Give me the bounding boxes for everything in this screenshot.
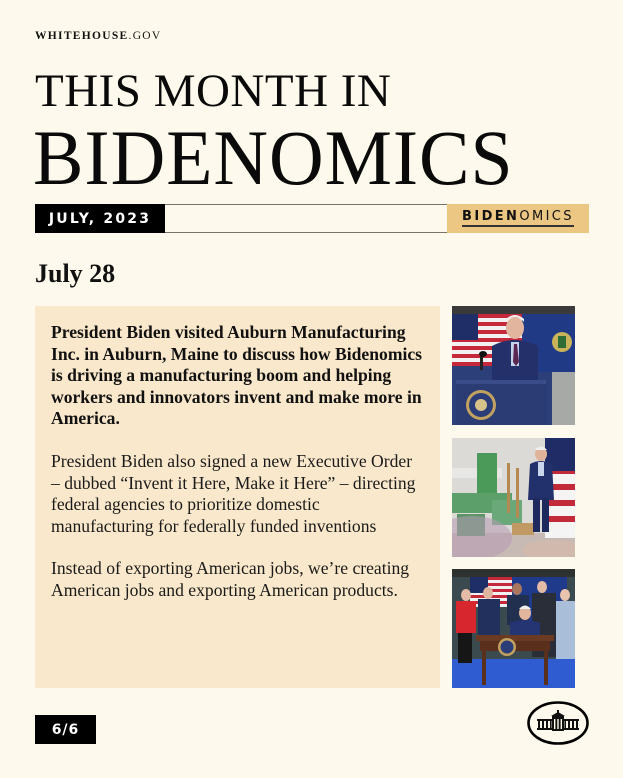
- brand-badge-bold: BIDEN: [462, 209, 520, 224]
- photo-podium-speech: [452, 306, 575, 425]
- white-house-logo-icon: [526, 700, 590, 746]
- site-url: [35, 30, 162, 42]
- title-line-2: BIDENOMICS: [33, 114, 514, 201]
- brand-badge-light: OMICS: [519, 209, 574, 224]
- entry-paragraph: President Biden also signed a new Executive Order – dubbed “Invent it Here, Make it Here” – directing federal agencies to prioritize domestic manufacturing for federally funded inventions: [51, 450, 416, 536]
- photo-signing-image: [452, 569, 575, 688]
- entry-lead-paragraph: President Biden visited Auburn Manufacturing Inc. in Auburn, Maine to discuss how Bidenomics is driving a manufacturing boom and helping workers and innovators invent and make more in America.: [51, 322, 423, 429]
- entry-text-box: [35, 306, 440, 688]
- photo-factory-image: [452, 438, 575, 557]
- brand-badge: [447, 204, 589, 233]
- title-line-1: THIS MONTH IN: [35, 65, 392, 117]
- entry-date: July 28: [35, 259, 116, 288]
- site-url-bold: WHITEHOUSE: [35, 30, 129, 42]
- photo-executive-order-signing: [452, 569, 575, 688]
- month-bar: [35, 204, 589, 233]
- month-date-label: JULY, 2023: [35, 204, 165, 233]
- page-indicator: 6/6: [35, 715, 96, 744]
- photo-factory-walk: [452, 438, 575, 557]
- photo-podium-image: [452, 306, 575, 425]
- entry-paragraph: Instead of exporting American jobs, we’re creating American jobs and exporting American products.: [51, 558, 410, 600]
- site-url-tld: .GOV: [128, 30, 162, 42]
